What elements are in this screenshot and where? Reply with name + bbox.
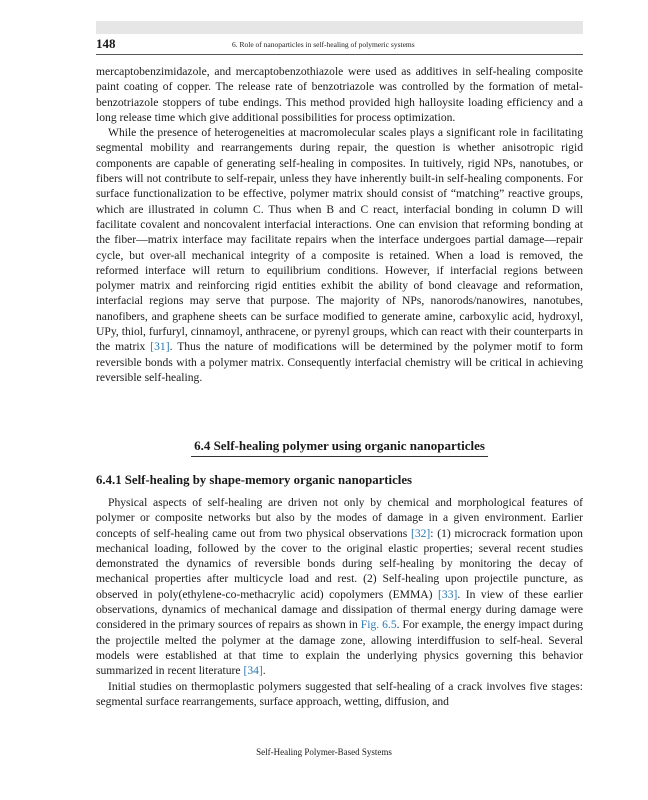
section-heading-text: 6.4 Self-healing polymer using organic nanoparticles (191, 438, 488, 457)
subsection-heading: 6.4.1 Self-healing by shape-memory organic nanoparticles (96, 473, 412, 487)
header-rule (96, 54, 583, 55)
footer-book-title: Self-Healing Polymer-Based Systems (256, 747, 392, 757)
paragraph-2-text: While the presence of heterogeneities at macromolecular scales plays a significant role in facilitating segmental mobility and rearrangements during repair, the question is whether anisotropic rigid components are capable of generating self-healing in composites. In tuitively, rigid NPs, nanotubes, or fibers will not contribute to self-repair, unless they have inherently built-in self-healing components. For surface functionalization to be effective, polymer matrix should consist of “matching” reactive groups, which are illustrated in column C. Thus when B and C react, interfacial bonding in column D will facilitate covalent and noncovalent interfacial interactions. One can envision that reforming bonding at the fiber—matrix interface may facilitate repairs when the interface undergoes partial damage—repair cycle, but over-all mechanical integrity of a composite is retained. When a load is removed, the reformed interface will return to equilibrium conditions. However, if interfacial regions between polymer matrix and reinforcing rigid entities exhibit the ability of bond cleavage and reformation, interfacial regions may serve that purpose. The majority of NPs, nanorods/nanowires, nanotubes, nanofibers, and graphene sheets can be surface modified to generate amine, carboxylic acid, hydroxyl, UPy, thiol, furfuryl, cinnamoyl, anthracene, or pyrenyl groups, which can react with their counterparts in the matrix (96, 126, 583, 354)
paragraph-1: mercaptobenzimidazole, and mercaptobenzothiazole were used as additives in self-healing composite paint coating of copper. The release rate of benzotriazole was controlled by the formation of metal-benzotriazole stoppers of tube endings. This method provided high halloysite loading efficiency and a long release time which give additional possibilities for process optimization. (96, 65, 583, 124)
page-number: 148 (96, 36, 116, 51)
paragraph-3-part-c: . In view of these earlier observations, dynamics of mechanical damage and dissipation of thermal energy during damage were considered in the primary sources of repairs as shown in (96, 587, 584, 632)
citation-34[interactable]: [34] (243, 664, 263, 678)
citation-32[interactable]: [32] (410, 526, 431, 540)
header-bar (96, 21, 583, 34)
paragraph-4: Initial studies on thermoplastic polymers suggested that self-healing of a crack involves five stages: segmental surface rearrangements, surface approach, wetting, diffusion, and (96, 679, 583, 708)
section-heading (96, 437, 583, 457)
paragraph-2-tail: . Thus the nature of modifications will be determined by the polymer motif to form reversible bonds with a polymer matrix. Consequently interfacial chemistry will be critical in achieving reversible self-healing. (96, 340, 583, 384)
paragraph-3-part-d: . For example, the energy impact during the projectile melted the polymer at the damage zone, allowing interdiffusion to self-heal. Several models were established at that time to explain the underlying physics governing this behavior summarized in recent literature (96, 618, 583, 678)
top-text-block (96, 64, 583, 385)
running-title: 6. Role of nanoparticles in self-healing of polymeric systems (232, 40, 415, 49)
citation-31[interactable]: [31] (150, 340, 170, 354)
figure-link-6-5[interactable]: Fig. 6.5 (360, 618, 397, 632)
bottom-text-block (96, 495, 583, 709)
paragraph-3-part-e: . (262, 664, 266, 678)
citation-33[interactable]: [33] (438, 587, 458, 601)
paragraph-3-part-a: Physical aspects of self-healing are driven not only by chemical and morphological features of polymer or composite networks but also by the modes of damage in a given environment. Earlier concepts of self-healing came out from two physical observations (96, 496, 583, 540)
paragraph-2 (96, 125, 583, 385)
paragraph-3 (96, 495, 583, 679)
paragraph-3-part-b: : (1) microcrack formation upon mechanical loading, followed by the cover to the original elastic properties; several recent studies demonstrated the dynamics of reversible bonds during self-healing by monitoring the decay of mechanical properties after multicycle load and rest. (2) Self-healing upon projectile puncture, as observed in poly(ethylene-co-methacrylic acid) copolymers (EMMA) (96, 526, 583, 601)
